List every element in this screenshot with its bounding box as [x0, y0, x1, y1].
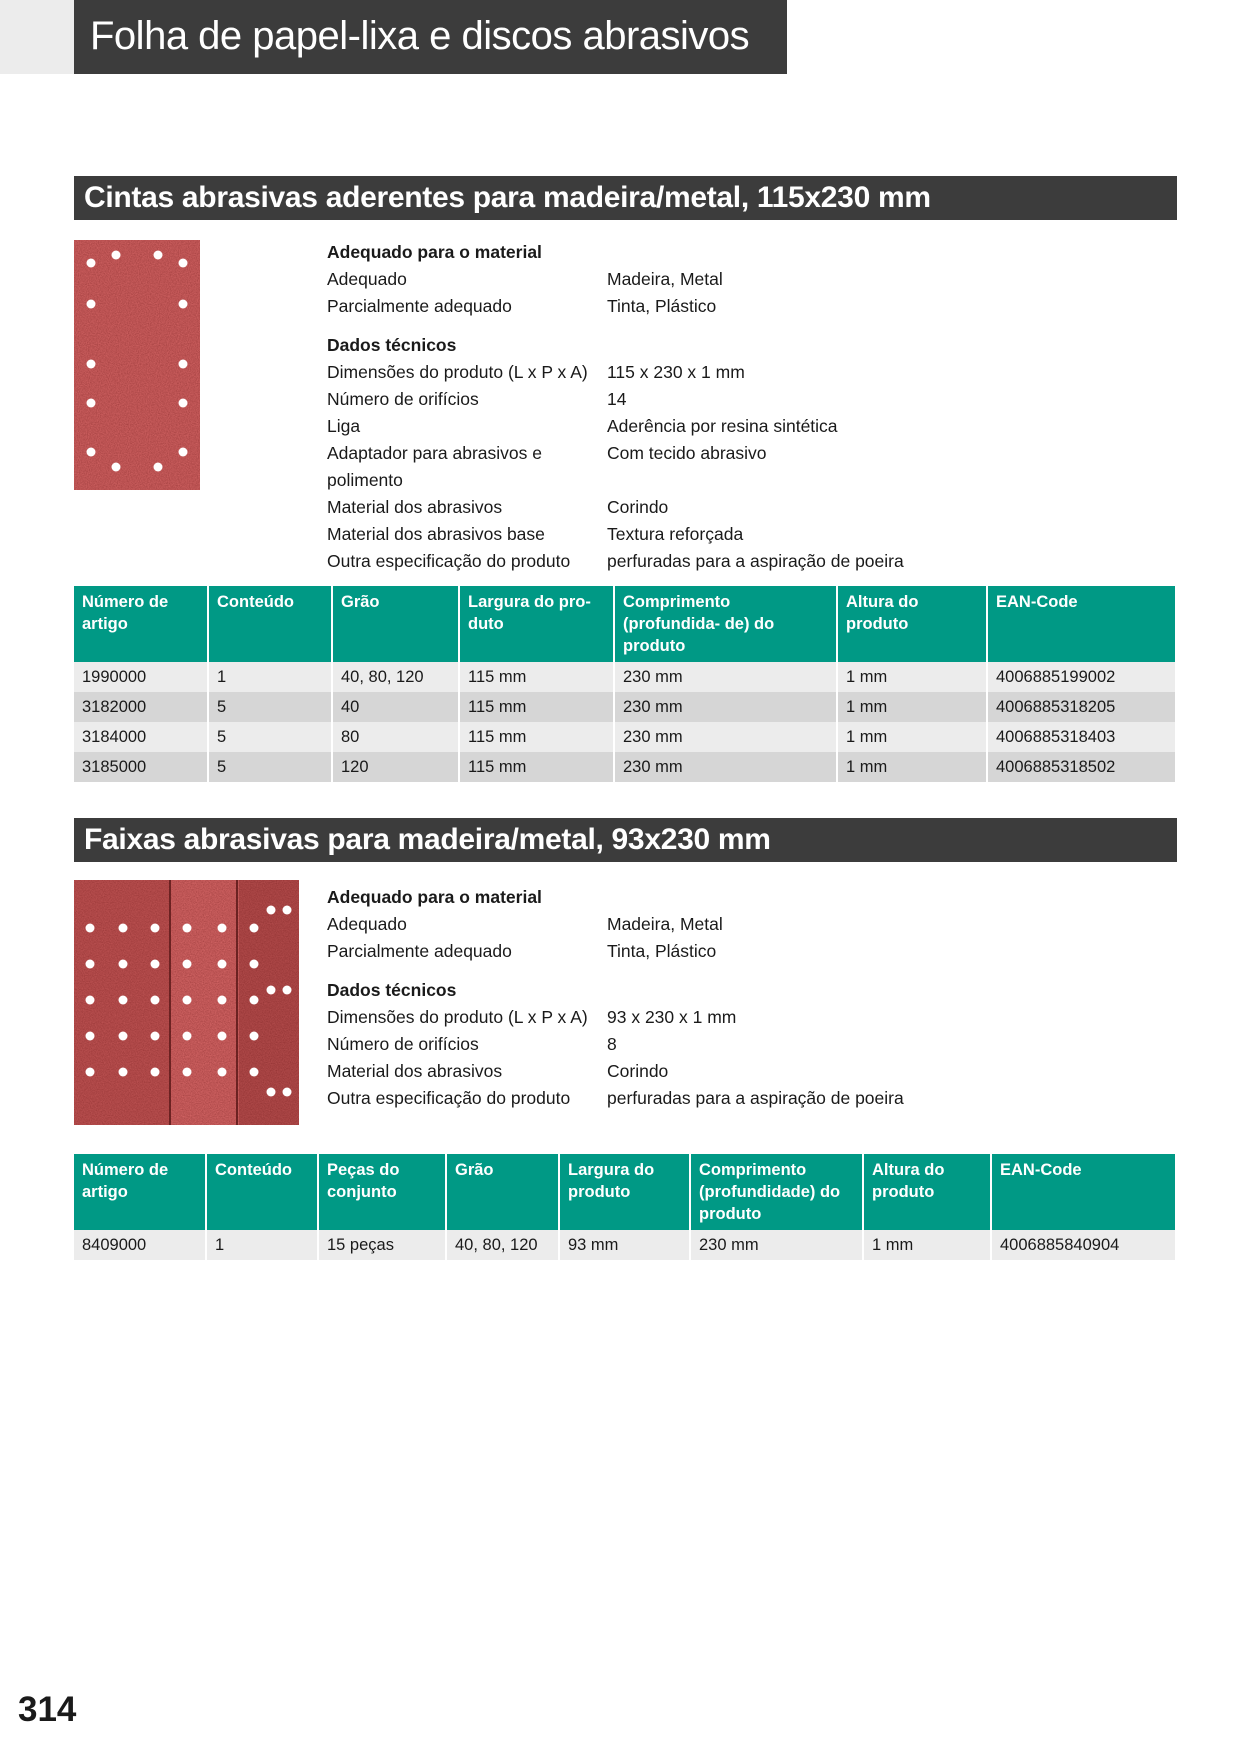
table-cell: 230 mm: [614, 722, 837, 752]
section-1-title: Cintas abrasivas aderentes para madeira/metal, 115x230 mm: [84, 181, 931, 214]
spec-row: [327, 266, 1147, 293]
spec-label: Adequado: [327, 914, 407, 934]
column-header: Altura do produto: [837, 586, 987, 662]
spec-value: 8: [607, 1034, 617, 1054]
table-cell: 4006885199002: [987, 662, 1175, 692]
spec-row: [327, 494, 1147, 521]
material-heading: Adequado para o material: [327, 242, 542, 262]
spec-value: Corindo: [607, 497, 669, 517]
spec-label: Parcialmente adequado: [327, 296, 512, 316]
table-cell: 3184000: [74, 722, 208, 752]
column-header: EAN-Code: [991, 1154, 1175, 1230]
column-header: EAN-Code: [987, 586, 1175, 662]
spec-value: perfuradas para a aspiração de poeira: [607, 1088, 904, 1108]
table-cell: 115 mm: [459, 752, 614, 782]
page-title: Folha de papel-lixa e discos abrasivos: [90, 14, 750, 58]
spec-label: Dimensões do produto (L x P x A): [327, 1007, 588, 1027]
column-header: Conteúdo: [208, 586, 332, 662]
spec-value: Madeira, Metal: [607, 914, 723, 934]
table-cell: 230 mm: [614, 692, 837, 722]
column-header: Comprimento (profundidade) do produto: [690, 1154, 863, 1230]
section-2-header: [74, 818, 1177, 862]
table-cell: 5: [208, 692, 332, 722]
spec-label: Outra especificação do produto: [327, 551, 571, 571]
table-cell: 115 mm: [459, 722, 614, 752]
page-number: 314: [18, 1690, 77, 1729]
table-cell: 5: [208, 722, 332, 752]
table-cell: 40, 80, 120: [332, 662, 459, 692]
column-header: Grão: [332, 586, 459, 662]
table-cell: 230 mm: [690, 1230, 863, 1260]
table-cell: 4006885318403: [987, 722, 1175, 752]
spec-value: Tinta, Plástico: [607, 296, 717, 316]
spec-value: 115 x 230 x 1 mm: [607, 362, 745, 382]
spec-label: Número de orifícios: [327, 1034, 479, 1054]
spec-label: Material dos abrasivos: [327, 1061, 503, 1081]
spec-label: Adaptador para abrasivos e polimento: [327, 443, 542, 490]
spec-label: Liga: [327, 416, 361, 436]
table-cell: 1 mm: [837, 752, 987, 782]
sanding-sheet-image: [74, 240, 200, 490]
spec-row: [327, 359, 1147, 386]
table-cell: 115 mm: [459, 692, 614, 722]
table-cell: 1: [208, 662, 332, 692]
table-cell: 120: [332, 752, 459, 782]
column-header: Número de artigo: [74, 586, 208, 662]
spec-row: [327, 911, 1147, 938]
column-header: Altura do produto: [863, 1154, 991, 1230]
table-cell: 8409000: [74, 1230, 206, 1260]
table-cell: 1990000: [74, 662, 208, 692]
spec-value: Madeira, Metal: [607, 269, 723, 289]
column-header: Peças do conjunto: [318, 1154, 446, 1230]
tech-heading: Dados técnicos: [327, 335, 457, 355]
spec-row: [327, 938, 1147, 965]
spec-value: Corindo: [607, 1061, 669, 1081]
table-cell: 15 peças: [318, 1230, 446, 1260]
section-1-specs: [327, 239, 1147, 575]
spec-label: Outra especificação do produto: [327, 1088, 571, 1108]
column-header: Largura do pro- duto: [459, 586, 614, 662]
table-cell: 3182000: [74, 692, 208, 722]
spec-label: Adequado: [327, 269, 407, 289]
spec-label: Material dos abrasivos: [327, 497, 503, 517]
column-header: Número de artigo: [74, 1154, 206, 1230]
table-row: [74, 692, 1175, 722]
spec-row: [327, 386, 1147, 413]
table-cell: 230 mm: [614, 662, 837, 692]
table-cell: 3185000: [74, 752, 208, 782]
spec-row: [327, 293, 1147, 320]
column-header: Comprimento (profundida- de) do produto: [614, 586, 837, 662]
sanding-strips-image: [74, 880, 299, 1125]
table-cell: 1 mm: [837, 722, 987, 752]
table-row: [74, 1230, 1175, 1260]
table-cell: 230 mm: [614, 752, 837, 782]
table-cell: 1 mm: [837, 662, 987, 692]
spec-label: Parcialmente adequado: [327, 941, 512, 961]
section-2-title: Faixas abrasivas para madeira/metal, 93x230 mm: [84, 823, 771, 856]
spec-row: [327, 413, 1147, 440]
spec-value: Tinta, Plástico: [607, 941, 717, 961]
section-2-specs: [327, 884, 1147, 1112]
spec-row: [327, 548, 1147, 575]
spec-row: [327, 1058, 1147, 1085]
spec-label: Dimensões do produto (L x P x A): [327, 362, 588, 382]
section-1-header: [74, 176, 1177, 220]
table-cell: 40, 80, 120: [446, 1230, 559, 1260]
table-cell: 115 mm: [459, 662, 614, 692]
spec-row: [327, 1031, 1147, 1058]
spec-value: 14: [607, 389, 627, 409]
spec-label: Número de orifícios: [327, 389, 479, 409]
table-header-row: [74, 1154, 1175, 1230]
corner-tab: [0, 0, 74, 74]
table-cell: 4006885318502: [987, 752, 1175, 782]
section-2-product-table: [74, 1154, 1175, 1260]
column-header: Grão: [446, 1154, 559, 1230]
spec-row: [327, 521, 1147, 548]
table-header-row: [74, 586, 1175, 662]
spec-value: Aderência por resina sintética: [607, 416, 838, 436]
spec-row: [327, 440, 1147, 494]
table-cell: 1: [206, 1230, 318, 1260]
table-row: [74, 722, 1175, 752]
material-heading: Adequado para o material: [327, 887, 542, 907]
table-cell: 1 mm: [863, 1230, 991, 1260]
table-row: [74, 662, 1175, 692]
table-cell: 80: [332, 722, 459, 752]
column-header: Largura do produto: [559, 1154, 690, 1230]
spec-row: [327, 1085, 1147, 1112]
spec-row: [327, 1004, 1147, 1031]
section-1-product-table: [74, 586, 1175, 782]
tech-heading: Dados técnicos: [327, 980, 457, 1000]
spec-value: perfuradas para a aspiração de poeira: [607, 551, 904, 571]
table-cell: 4006885840904: [991, 1230, 1175, 1260]
spec-label: Material dos abrasivos base: [327, 524, 545, 544]
spec-value: Com tecido abrasivo: [607, 443, 767, 463]
table-cell: 40: [332, 692, 459, 722]
spec-value: 93 x 230 x 1 mm: [607, 1007, 737, 1027]
table-cell: 93 mm: [559, 1230, 690, 1260]
table-cell: 4006885318205: [987, 692, 1175, 722]
table-row: [74, 752, 1175, 782]
page-title-bar: [74, 0, 787, 74]
table-cell: 1 mm: [837, 692, 987, 722]
spec-value: Textura reforçada: [607, 524, 744, 544]
column-header: Conteúdo: [206, 1154, 318, 1230]
table-cell: 5: [208, 752, 332, 782]
